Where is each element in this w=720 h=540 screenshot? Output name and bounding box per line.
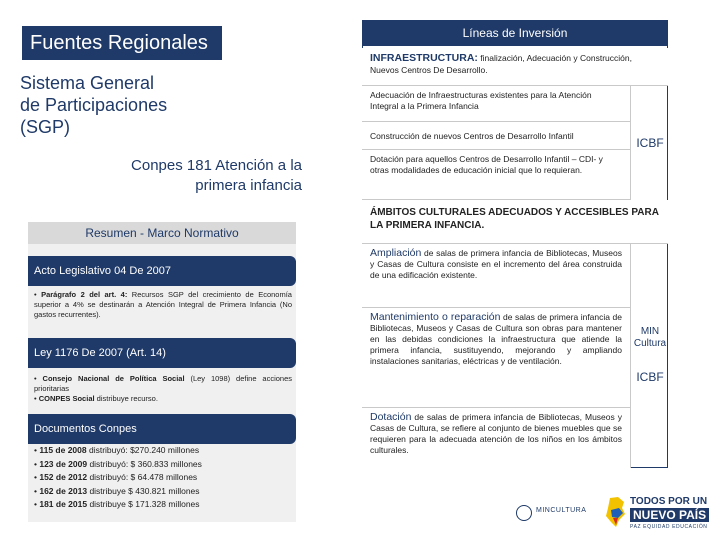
ambitos-text: de salas de primera infancia de Bibliotecas, Museos y Casas de Cultura, se refiere al conjunto de bienes muebles que se requieren para la adecuada atención de los niños en los ámbitos culturales. bbox=[370, 412, 622, 455]
conpes-title bbox=[40, 156, 302, 196]
infra-side-label bbox=[632, 136, 668, 150]
lineas-header-text: Líneas de Inversión bbox=[462, 26, 568, 40]
mincultura-logo bbox=[512, 502, 592, 524]
infra-item-2 bbox=[362, 122, 630, 150]
list-item: • 181 de 2015 distribuye $ 171.328 millones bbox=[34, 499, 200, 509]
bullet-text: distribuye recurso. bbox=[94, 394, 158, 403]
bullet-text: distribuyó: $ 64.478 millones bbox=[87, 472, 198, 482]
ambitos-text: de salas de primera infancia de Bibliotecas, Museos y Casas de Cultura consiste en el incremento del área construida de una edificación existente. bbox=[370, 248, 622, 280]
infra-head-bold: INFRAESTRUCTURA: bbox=[370, 52, 478, 64]
section-bar-acto-legislativo bbox=[28, 256, 296, 286]
ambitos-side-icbf bbox=[632, 370, 668, 384]
bullet-text: (Ley 1098) define acciones prioritarias bbox=[34, 374, 293, 393]
section-bar-documentos-conpes bbox=[28, 414, 296, 444]
bullet-bold: Parágrafo 2 del art. 4: bbox=[41, 290, 128, 299]
bullet-bold: 152 de 2012 bbox=[39, 472, 88, 482]
bullet-bold: 123 de 2009 bbox=[39, 458, 88, 469]
infra-head bbox=[362, 48, 668, 86]
section-text-ley-1176 bbox=[34, 374, 292, 404]
conpes-line-1: Conpes 181 Atención a la bbox=[131, 157, 302, 174]
sgp-line-2: de Participaciones bbox=[20, 95, 168, 115]
bullet-bold: 115 de 2008 bbox=[39, 445, 87, 455]
ambitos-head-text: ÁMBITOS CULTURALES ADECUADOS Y ACCESIBLES PARA LA PRIMERA INFANCIA. bbox=[370, 207, 659, 231]
bullet-text: distribuye $ 171.328 millones bbox=[87, 499, 200, 509]
footer-logos bbox=[512, 492, 712, 532]
list-item: • 162 de 2013 distribuye $ 430.821 millones bbox=[34, 485, 200, 496]
todos-por-un-nuevo-pais-logo bbox=[602, 492, 720, 532]
icbf-label: ICBF bbox=[636, 136, 664, 150]
ambitos-side-mincultura bbox=[632, 326, 668, 350]
todos-line-1: TODOS POR UN bbox=[630, 496, 708, 507]
list-item: • CONPES Social distribuye recurso. bbox=[34, 394, 158, 403]
infra-item-text: Adecuación de Infraestructuras existentes para la Atención Integral a la Primera Infancia bbox=[370, 90, 592, 111]
infra-head-text: finalización, Adecuación y Construcción, Nuevos Centros De Desarrollo. bbox=[370, 53, 632, 75]
bullet-bold: 181 de 2015 bbox=[39, 499, 88, 509]
ambitos-text: de salas de primera infancia de Bibliotecas, Museos y Casas de Cultura son obras para mantener en las debidas condiciones la infraestructura que atiende la primera infancia, sustituyendo, mejorando y ampliando instalaciones sanitarias, eléctricas y de ventilación. bbox=[370, 312, 622, 366]
summary-header-text: Resumen - Marco Normativo bbox=[85, 226, 239, 240]
bullet-text: distribuyó: $ 360.833 millones bbox=[87, 458, 202, 469]
bullet-text: Recursos SGP del crecimiento de Economía superior a 4% se destinarán a Atención Integral de Primera Infancia (No gastos recurrentes). bbox=[34, 290, 292, 319]
section-title: Acto Legislativo 04 De 2007 bbox=[34, 265, 171, 277]
ambitos-lead: Mantenimiento o reparación bbox=[370, 311, 501, 323]
ambitos-lead: Dotación bbox=[370, 411, 412, 423]
section-title: Ley 1176 De 2007 (Art. 14) bbox=[34, 347, 166, 359]
mincultura-label: MIN Cultura bbox=[633, 326, 667, 349]
sgp-line-1: Sistema General bbox=[20, 73, 155, 93]
ambitos-head bbox=[362, 200, 668, 244]
list-item: • 152 de 2012 distribuyó: $ 64.478 millones bbox=[34, 472, 198, 482]
list-item: • Consejo Nacional de Política Social (Ley 1098) define acciones prioritarias bbox=[34, 374, 293, 393]
colombia-map-icon bbox=[604, 496, 626, 528]
bullet-bold: 162 de 2013 bbox=[39, 485, 88, 496]
ambitos-item-mantenimiento bbox=[362, 308, 630, 408]
bullet-bold: CONPES Social bbox=[38, 394, 95, 403]
icbf-label: ICBF bbox=[636, 370, 664, 384]
fuentes-regionales-banner bbox=[22, 26, 222, 60]
infra-item-text: Construcción de nuevos Centros de Desarrollo Infantil bbox=[370, 131, 574, 141]
infra-item-1 bbox=[362, 86, 630, 122]
bullet-bold: Consejo Nacional de Política Social bbox=[42, 374, 185, 383]
infra-item-text: Dotación para aquellos Centros de Desarrollo Infantil – CDI- y otras modalidades de educación inicial que lo requieran. bbox=[370, 154, 603, 175]
section-bar-ley-1176 bbox=[28, 338, 296, 368]
sgp-title bbox=[20, 72, 280, 138]
ambitos-item-ampliacion bbox=[362, 244, 630, 308]
coat-of-arms-icon bbox=[516, 505, 532, 521]
conpes-line-2: primera infancia bbox=[195, 177, 302, 194]
column-divider-infra bbox=[630, 86, 631, 200]
list-item: • 123 de 2009 distribuyó: $ 360.833 millones bbox=[34, 458, 202, 469]
mincultura-name: MINCULTURA bbox=[536, 507, 587, 514]
todos-line-3: PAZ EQUIDAD EDUCACIÓN bbox=[630, 524, 708, 530]
section-text-documentos-conpes bbox=[34, 444, 292, 512]
list-item: • Parágrafo 2 del art. 4: Recursos SGP del crecimiento de Economía superior a 4% se destinarán a Atención Integral de Primera Infancia (No gastos recurrentes). bbox=[34, 290, 292, 319]
ambitos-lead: Ampliación bbox=[370, 247, 422, 259]
todos-line-2: NUEVO PAÍS bbox=[630, 508, 709, 522]
list-item: • 115 de 2008 distribuyó: $270.240 millones bbox=[34, 445, 200, 455]
summary-header bbox=[28, 222, 296, 244]
sgp-line-3: (SGP) bbox=[20, 117, 71, 137]
bullet-text: distribuyó: $270.240 millones bbox=[86, 445, 200, 455]
banner-text: Fuentes Regionales bbox=[30, 32, 208, 54]
ambitos-item-dotacion bbox=[362, 408, 630, 468]
section-title: Documentos Conpes bbox=[34, 423, 137, 435]
bullet-text: distribuye $ 430.821 millones bbox=[87, 485, 200, 496]
infra-item-3 bbox=[362, 150, 630, 200]
section-text-acto-legislativo bbox=[34, 290, 292, 320]
column-divider-ambitos bbox=[630, 244, 631, 468]
